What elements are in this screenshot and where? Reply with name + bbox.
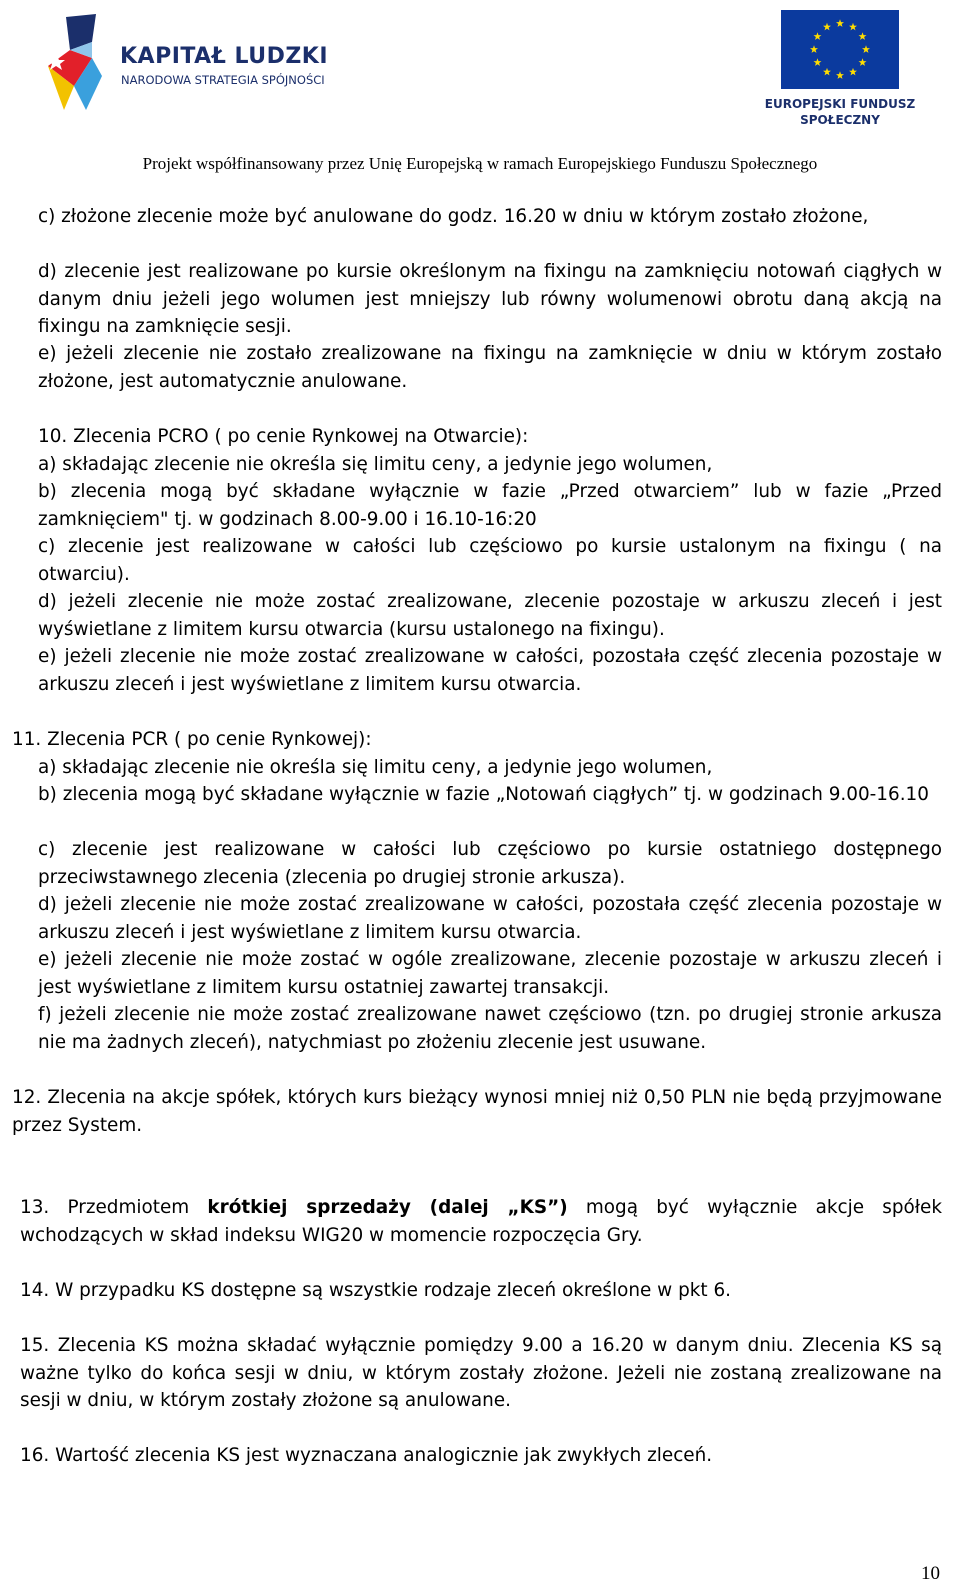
section-13-post: mogą być wyłącznie akcje spółek wchodzących w skład indeksu WIG20 w momencie rozpoczęcia Gry. [20,1197,942,1246]
item-10a: a) składając zlecenie nie określa się limitu ceny, a jedynie jego wolumen, [38,454,713,475]
eu-fund-line2: SPOŁECZNY [800,113,880,127]
logo-subtitle: NARODOWA STRATEGIA SPÓJNOŚCI [121,73,325,87]
eu-fund-line1: EUROPEJSKI FUNDUSZ [764,97,916,111]
item-11c: c) zlecenie jest realizowane w całości lub częściowo po kursie ostatniego dostępnego przeciwstawnego zlecenia (zlecenia po drugiej stronie arkusza). [38,839,942,888]
item-9d: d) zlecenie jest realizowane po kursie określonym na fixingu na zamknięciu notowań ciągłych w danym dniu jeżeli jego wolumen jest mniejszy lub równy wolumenowi obrotu daną akcją na fixingu na zamknięcie sesji. [38,261,942,337]
item-10e: e) jeżeli zlecenie nie może zostać zrealizowane w całości, pozostała część zlecenia pozostaje w arkuszu zleceń i jest wyświetlane z limitem kursu otwarcia. [38,646,942,695]
item-10d: d) jeżeli zlecenie nie może zostać zrealizowane, zlecenie pozostaje w arkuszu zleceń i jest wyświetlane z limitem kursu otwarcia (kursu ustalonego na fixingu). [38,591,942,640]
section-13-bold: krótkiej sprzedaży (dalej „KS”) [207,1197,568,1218]
eu-fund-logo-text [760,96,920,128]
section-16: 16. Wartość zlecenia KS jest wyznaczana analogicznie jak zwykłych zleceń. [20,1445,713,1466]
item-11b: b) zlecenia mogą być składane wyłącznie w fazie „Notowań ciągłych” tj. w godzinach 9.00-16.10 [38,784,929,805]
eu-flag-icon [781,10,899,89]
item-11d: d) jeżeli zlecenie nie może zostać zrealizowane w całości, pozostała część zlecenia pozostaje w arkuszu zleceń i jest wyświetlane z limitem kursu otwarcia. [38,894,942,943]
item-11a: a) składając zlecenie nie określa się limitu ceny, a jedynie jego wolumen, [38,757,713,778]
section-15: 15. Zlecenia KS można składać wyłącznie pomiędzy 9.00 a 16.20 w danym dniu. Zlecenia KS są ważne tylko do końca sesji w dniu, w którym zostały złożone. Jeżeli nie zostaną zrealizowane na sesji w dniu, w którym zostały złożone są anulowane. [20,1335,942,1411]
section-12: 12. Zlecenia na akcje spółek, których kurs bieżący wynosi mniej niż 0,50 PLN nie będą przyjmowane przez System. [12,1087,942,1136]
item-10c: c) zlecenie jest realizowane w całości lub częściowo po kursie ustalonym na fixingu ( na otwarciu). [38,536,942,585]
page-number: 10 [921,1563,940,1584]
item-11e: e) jeżeli zlecenie nie może zostać w ogóle zrealizowane, zlecenie pozostaje w arkuszu zleceń i jest wyświetlane z limitem kursu ostatniej zawartej transakcji. [38,949,942,998]
section-11-heading: 11. Zlecenia PCR ( po cenie Rynkowej): [12,729,372,750]
item-11f: f) jeżeli zlecenie nie może zostać zrealizowane nawet częściowo (tzn. po drugiej stronie arkusza nie ma żadnych zleceń), natychmiast po złożeniu zlecenie jest usuwane. [38,1004,942,1053]
section-14: 14. W przypadku KS dostępne są wszystkie rodzaje zleceń określone w pkt 6. [20,1280,731,1301]
cofinancing-note: Projekt współfinansowany przez Unię Europejską w ramach Europejskiego Funduszu Społecznego [142,154,818,173]
section-13-pre: 13. Przedmiotem [20,1197,208,1218]
item-9c: c) złożone zlecenie może być anulowane do godz. 16.20 w dniu w którym zostało złożone, [38,206,869,227]
section-13 [20,1194,942,1249]
item-9e-line1: e) jeżeli zlecenie nie zostało zrealizowane na fixingu na zamknięcie w dniu w którym zostało złożone, jest automatycznie anulowane. [38,343,942,392]
logo-title: KAPITAŁ LUDZKI [120,44,329,69]
page-header [0,0,960,185]
section-10-heading: 10. Zlecenia PCRO ( po cenie Rynkowej na Otwarcie): [38,426,529,447]
item-10b: b) zlecenia mogą być składane wyłącznie w fazie „Przed otwarciem” lub w fazie „Przed zamknięciem" tj. w godzinach 8.00-9.00 i 16.10-16:20 [38,481,942,530]
